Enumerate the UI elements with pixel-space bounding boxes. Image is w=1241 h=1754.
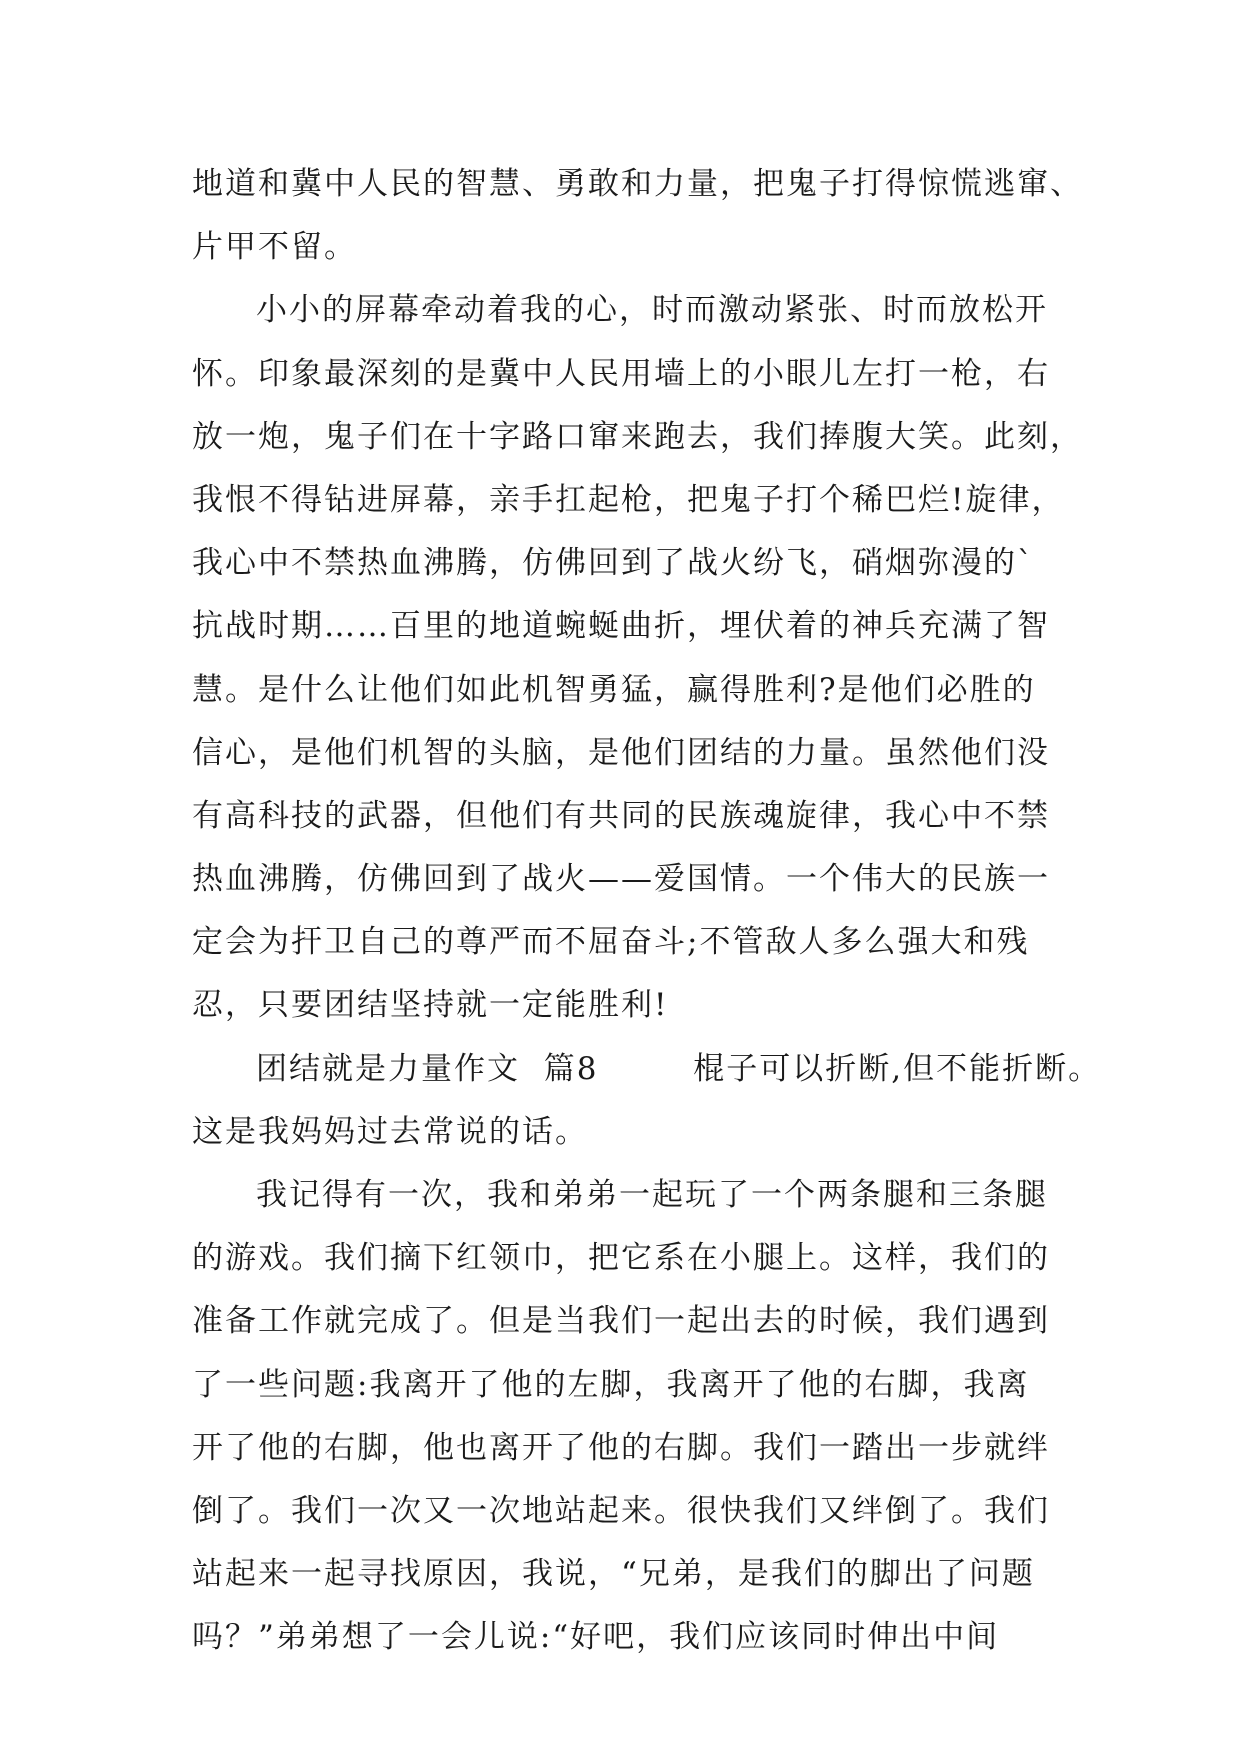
text-line: 我心中不禁热血沸腾，仿佛回到了战火纷飞，硝烟弥漫的`: [192, 545, 1035, 582]
text-line: 怀。印象最深刻的是冀中人民用墙上的小眼儿左打一枪，右: [192, 355, 1050, 392]
text-line: 抗战时期……百里的地道蜿蜒曲折，埋伏着的神兵充满了智: [192, 608, 1050, 645]
text-line: 我恨不得钻进屏幕，亲手扛起枪，把鬼子打个稀巴烂!旋律，: [192, 481, 1065, 518]
text-line: 片甲不留。: [192, 229, 357, 266]
text-line: 热血沸腾，仿佛回到了战火——爱国情。一个伟大的民族一: [192, 861, 1050, 898]
section-heading-line: 团结就是力量作文 篇8 棍子可以折断,但不能折断。: [256, 1050, 1102, 1087]
text-line: 定会为扞卫自己的尊严而不屈奋斗;不管敌人多么强大和残: [192, 924, 1030, 961]
text-line: 忍，只要团结坚持就一定能胜利!: [192, 987, 669, 1024]
text-line: 有高科技的武器，但他们有共同的民族魂旋律，我心中不禁: [192, 797, 1050, 834]
text-line: 站起来一起寻找原因，我说，“兄弟，是我们的脚出了问题: [192, 1556, 1035, 1593]
text-line: 吗？”弟弟想了一会儿说:“好吧，我们应该同时伸出中间: [192, 1619, 1000, 1656]
text-line: 了一些问题:我离开了他的左脚，我离开了他的右脚，我离: [192, 1366, 1030, 1403]
text-line: 的游戏。我们摘下红领巾，把它系在小腿上。这样，我们的: [192, 1240, 1050, 1277]
text-line: 准备工作就完成了。但是当我们一起出去的时候，我们遇到: [192, 1303, 1050, 1340]
text-line: 这是我妈妈过去常说的话。: [192, 1113, 588, 1150]
text-line: 地道和冀中人民的智慧、勇敢和力量，把鬼子打得惊慌逃窜、: [192, 166, 1083, 202]
text-line: 放一炮，鬼子们在十字路口窜来跑去，我们捧腹大笑。此刻，: [192, 418, 1083, 455]
paragraph-start-line: 小小的屏幕牵动着我的心，时而激动紧张、时而放松开: [256, 292, 1048, 329]
text-line: 开了他的右脚，他也离开了他的右脚。我们一踏出一步就绊: [192, 1429, 1050, 1466]
text-line: 信心，是他们机智的头脑，是他们团结的力量。虽然他们没: [192, 734, 1050, 771]
paragraph-start-line: 我记得有一次，我和弟弟一起玩了一个两条腿和三条腿: [256, 1177, 1048, 1213]
document-body: [192, 153, 1102, 1670]
text-line: 慧。是什么让他们如此机智勇猛，赢得胜利?是他们必胜的: [192, 671, 1036, 708]
text-line: 倒了。我们一次又一次地站起来。很快我们又绊倒了。我们: [192, 1492, 1050, 1529]
